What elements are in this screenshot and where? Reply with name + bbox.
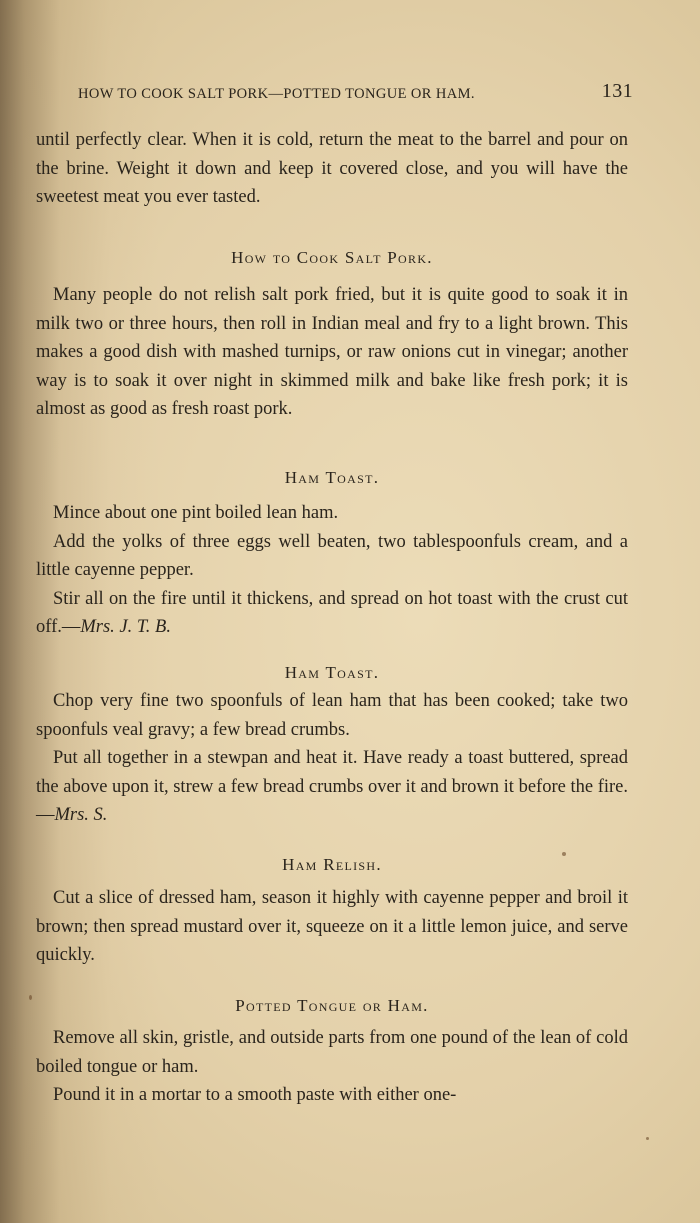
section-ham-toast-1 <box>36 499 628 642</box>
paragraph: until perfectly clear. When it is cold, return the meat to the barrel and pour on the brine. Weight it down and keep it covered close, and you will have the sweetest meat you ever tasted. <box>36 130 628 207</box>
attribution: Mrs. S. <box>54 805 108 825</box>
paragraph: Add the yolks of three eggs well beaten, two tablespoonfuls cream, and a little cayenne pepper. <box>36 531 628 580</box>
paragraph-text: Put all together in a stewpan and heat it. Have ready a toast buttered, spread the above upon it, strew a few bread crumbs over it and brown it before the fire.— <box>36 748 628 825</box>
heading-ham-toast-2: Ham Toast. <box>284 663 380 682</box>
section-ham-toast-2 <box>36 687 628 830</box>
continued-paragraph <box>36 126 628 212</box>
paragraph: Mince about one pint boiled lean ham. <box>53 503 339 523</box>
paragraph: Pound it in a mortar to a smooth paste with either one- <box>53 1085 457 1105</box>
section-potted-tongue <box>36 1024 628 1110</box>
section-ham-relish <box>36 884 628 970</box>
paragraph-with-attribution <box>36 744 628 830</box>
paper-speck <box>646 1137 649 1140</box>
heading-ham-relish: Ham Relish. <box>282 855 382 874</box>
paper-speck <box>29 995 32 1000</box>
paragraph-with-attribution <box>36 585 628 642</box>
paragraph: Remove all skin, gristle, and outside parts from one pound of the lean of cold boiled tongue or ham. <box>36 1028 628 1077</box>
running-title: HOW TO COOK SALT PORK—POTTED TONGUE OR HAM. <box>78 86 475 102</box>
heading-ham-toast-1: Ham Toast. <box>284 468 380 487</box>
paper-speck <box>562 852 566 856</box>
heading-how-to-cook-salt-pork: How to Cook Salt Pork. <box>231 248 433 267</box>
paragraph: Many people do not relish salt pork fried, but it is quite good to soak it in milk two or three hours, then roll in Indian meal and fry to a light brown. This makes a good dish with mashed turnips, or raw onions cut in vinegar; another way is to soak it over night in skimmed milk and bake like fresh pork; it is almost as good as fresh roast pork. <box>36 285 628 419</box>
paragraph-text: Stir all on the fire until it thickens, and spread on hot toast with the crust cut off.— <box>36 588 628 637</box>
page-number: 131 <box>601 80 633 102</box>
running-header <box>78 82 633 112</box>
attribution: Mrs. J. T. B. <box>80 617 171 637</box>
heading-potted-tongue-or-ham: Potted Tongue or Ham. <box>235 996 429 1015</box>
paragraph: Chop very fine two spoonfuls of lean ham that has been cooked; take two spoonfuls veal gravy; a few bread crumbs. <box>36 691 628 740</box>
section-salt-pork <box>36 281 628 424</box>
paragraph: Cut a slice of dressed ham, season it highly with cayenne pepper and broil it brown; then spread mustard over it, squeeze on it a little lemon juice, and serve quickly. <box>36 888 628 965</box>
